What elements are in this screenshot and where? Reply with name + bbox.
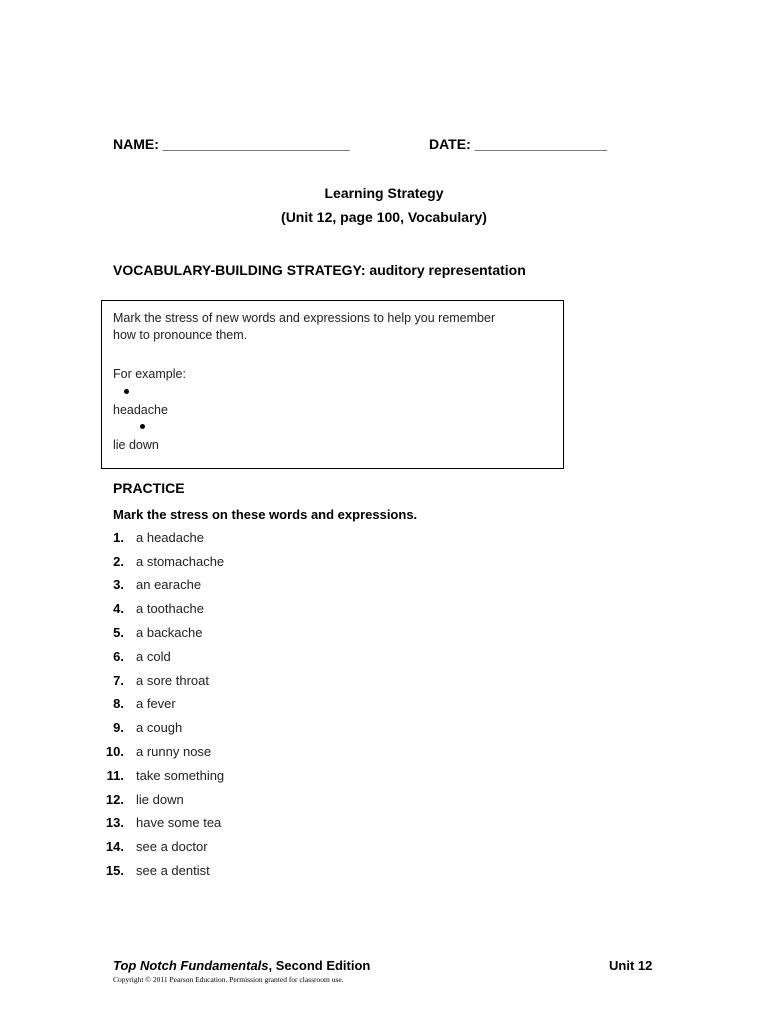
item-text: see a doctor — [136, 839, 208, 854]
item-number: 5. — [113, 625, 124, 640]
box-instruction-line-1: Mark the stress of new words and expressions to help you remember — [113, 311, 496, 325]
item-text: take something — [136, 768, 225, 783]
item-text: a toothache — [136, 601, 204, 616]
stress-mark-icon — [124, 389, 129, 394]
copyright-notice: Copyright © 2011 Pearson Education. Permission granted for classroom use. — [113, 975, 344, 984]
item-text: lie down — [136, 792, 184, 807]
item-text: have some tea — [136, 815, 222, 830]
item-number: 7. — [113, 673, 124, 688]
item-text: a backache — [136, 625, 203, 640]
item-number: 12. — [105, 792, 124, 807]
item-text: a cold — [136, 649, 171, 664]
item-number: 15. — [105, 863, 124, 878]
item-text: a fever — [136, 696, 176, 711]
item-number: 8. — [113, 696, 124, 711]
item-number: 11. — [106, 768, 124, 783]
name-field: NAME: ________________________ — [113, 136, 350, 152]
item-text: a headache — [136, 530, 204, 545]
item-number: 6. — [113, 649, 124, 664]
example-label: For example: — [113, 367, 186, 381]
page-title: Learning Strategy — [324, 185, 444, 201]
item-number: 3. — [113, 577, 124, 592]
box-instruction-line-2: how to pronounce them. — [113, 328, 248, 342]
practice-instruction: Mark the stress on these words and expressions. — [113, 507, 418, 522]
item-text: a cough — [136, 720, 183, 735]
example-word-2: lie down — [113, 438, 159, 452]
practice-heading: PRACTICE — [113, 480, 185, 496]
item-number: 10. — [105, 744, 124, 759]
item-number: 4. — [113, 601, 124, 616]
item-text: a sore throat — [136, 673, 209, 688]
item-number: 2. — [113, 554, 124, 569]
strategy-box — [101, 300, 564, 469]
strategy-heading — [113, 262, 526, 278]
item-number: 9. — [113, 720, 124, 735]
date-field: DATE: _________________ — [429, 136, 607, 152]
book-title: Top Notch Fundamentals — [113, 958, 269, 973]
footer-book-title — [113, 958, 370, 973]
item-text: see a dentist — [136, 863, 210, 878]
item-number: 14. — [105, 839, 124, 854]
item-number: 1. — [113, 530, 124, 545]
book-edition: , Second Edition — [268, 958, 371, 973]
strategy-label: VOCABULARY-BUILDING STRATEGY: — [113, 262, 366, 278]
item-text: an earache — [136, 577, 202, 592]
strategy-value: auditory representation — [369, 262, 526, 278]
item-text: a stomachache — [136, 554, 225, 569]
stress-mark-icon — [140, 424, 145, 429]
item-text: a runny nose — [136, 744, 212, 759]
item-number: 13. — [105, 815, 124, 830]
footer-unit: Unit 12 — [609, 958, 653, 973]
example-word-1: headache — [113, 403, 168, 417]
page-subtitle: (Unit 12, page 100, Vocabulary) — [281, 209, 487, 225]
